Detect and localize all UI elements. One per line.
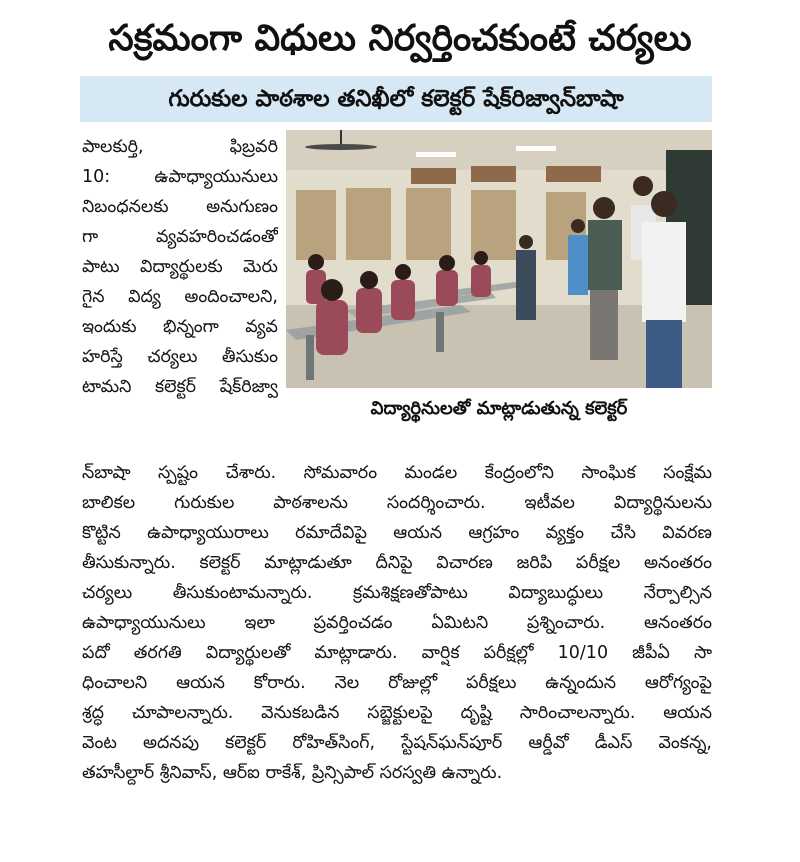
article-line: పదో తరగతి విద్యార్థులతో మాట్లాడారు. వార్షిక పరీక్షల్లో 10/10 జీపీఏ సా [82, 643, 712, 663]
article-line: 10: ఉపాధ్యాయునులు [82, 167, 278, 187]
article-line: కొట్టిన ఉపాధ్యాయురాలు రమాదేవిపై ఆయన ఆగ్రహం వ్యక్తం చేసి వివరణ [82, 523, 712, 543]
article-line: ఉపాధ్యాయునులు ఇలా ప్రవర్తించడం ఏమిటని ప్రశ్నించారు. ఆనంతరం [82, 613, 712, 633]
subheadline: గురుకుల పాఠశాల తనిఖీలో కలెక్టర్ షేక్‌రిజ్వాన్‌బాషా [168, 86, 624, 112]
article-line: గా వ్యవహరించడంతో [82, 227, 278, 247]
article-line: టామని కలెక్టర్ షేక్‌రిజ్వా [82, 377, 278, 397]
article-line: హరిస్తే చర్యలు తీసుకుం [82, 347, 278, 367]
article-line: తీసుకున్నారు. కలెక్టర్ మాట్లాడుతూ దీనిపై విచారణ జరిపి పరీక్షల అనంతరం [82, 553, 712, 573]
article-line: శ్రద్ధ చూపాలన్నారు. వెనుకబడిన సబ్జెక్టులపై దృష్టి సారించాలన్నారు. ఆయన [82, 703, 712, 723]
article-line: వెంట అదనపు కలెక్టర్ రోహిత్‌సింగ్, స్టేషన్‌ఘన్‌పూర్ ఆర్డీవో డీఎస్ వెంకన్న, [82, 733, 712, 753]
article-line: బాలికల గురుకుల పాఠశాలను సందర్శించారు. ఇటీవల విద్యార్థినులను [82, 493, 712, 513]
article-column [82, 132, 278, 402]
article-body [82, 458, 712, 788]
article-line: ధించాలని ఆయన కోరారు. నెల రోజుల్లో పరీక్షలు ఉన్నందున ఆరోగ్యంపై [82, 673, 712, 693]
article-line: నిబంధనలకు అనుగుణం [82, 197, 278, 217]
article-line: ఇందుకు భిన్నంగా వ్యవ [82, 317, 278, 337]
photo-caption: విద్యార్థినులతో మాట్లాడుతున్న కలెక్టర్ [370, 398, 628, 419]
news-photo [286, 130, 712, 388]
headline: సక్రమంగా విధులు నిర్వర్తించకుంటే చర్యలు [108, 18, 692, 59]
article-line: తహసీల్దార్ శ్రీనివాస్, ఆర్‌ఐ రాకేశ్, ప్రిన్సిపాల్ సరస్వతి ఉన్నారు. [82, 763, 503, 783]
subheadline-band [80, 76, 712, 122]
article-line: పాటు విద్యార్థులకు మెరు [82, 257, 278, 277]
article-line: చర్యలు తీసుకుంటామన్నారు. క్రమశిక్షణతోపాటు విద్యాబుద్ధులు నేర్పాల్సిన [82, 583, 712, 603]
article-line: న్‌బాషా స్పష్టం చేశారు. సోమవారం మండల కేంద్రంలోని సాంఘిక సంక్షేమ [82, 463, 712, 483]
article-line: గైన విద్య అందించాలని, [82, 287, 278, 307]
article-line: పాలకుర్తి, ఫిబ్రవరి [82, 137, 278, 157]
